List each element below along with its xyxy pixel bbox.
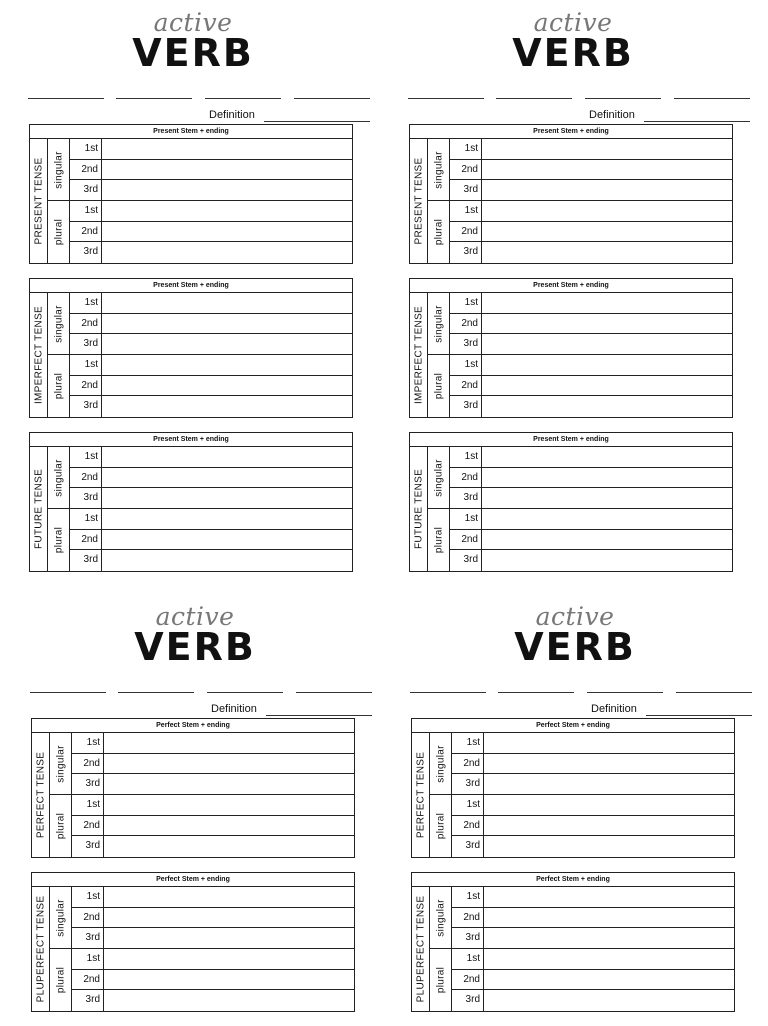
definition-blank[interactable] <box>644 121 750 122</box>
answer-line[interactable] <box>102 509 352 530</box>
answer-line[interactable] <box>482 242 732 263</box>
person-label: 1st <box>70 293 101 314</box>
answer-line[interactable] <box>482 396 732 417</box>
stem-title: Perfect Stem + ending <box>412 873 734 887</box>
header-title: VERB <box>134 625 256 669</box>
plural-label: plural <box>53 218 64 246</box>
conjugation-table <box>29 124 353 264</box>
conjugation-table <box>411 718 735 858</box>
person-label: 2nd <box>450 160 481 181</box>
answer-line[interactable] <box>484 887 734 908</box>
principal-part-blank[interactable] <box>585 98 661 99</box>
singular-label: singular <box>435 744 446 783</box>
answer-line[interactable] <box>484 774 734 795</box>
principal-part-blank[interactable] <box>410 692 486 693</box>
stem-title: Perfect Stem + ending <box>32 873 354 887</box>
person-label: 2nd <box>70 314 101 335</box>
answer-column <box>482 447 732 571</box>
header-script-word: active <box>153 8 233 37</box>
singular-cell <box>48 293 70 355</box>
answer-line[interactable] <box>482 180 732 201</box>
answer-line[interactable] <box>484 970 734 991</box>
answer-column <box>482 139 732 263</box>
answer-line[interactable] <box>102 242 352 263</box>
person-label: 3rd <box>463 554 478 566</box>
answer-line[interactable] <box>104 949 354 970</box>
answer-line[interactable] <box>484 990 734 1011</box>
plural-label: plural <box>53 526 64 554</box>
answer-line[interactable] <box>484 754 734 775</box>
tense-label-cell <box>412 887 430 1011</box>
person-label: 1st <box>450 355 481 376</box>
answer-column <box>104 887 354 1011</box>
conjugation-table <box>29 432 353 572</box>
answer-line[interactable] <box>482 468 732 489</box>
person-label: 1st <box>452 887 483 908</box>
person-label: 3rd <box>70 334 101 355</box>
conjugation-table <box>409 124 733 264</box>
stem-title: Perfect Stem + ending <box>412 719 734 733</box>
definition-row <box>408 104 738 124</box>
person-label: 2nd <box>70 468 101 489</box>
person-label: 2nd <box>450 222 481 243</box>
plural-cell <box>428 509 450 571</box>
person-column <box>450 293 482 417</box>
singular-label: singular <box>53 458 64 497</box>
answer-column <box>102 139 352 263</box>
tense-label: FUTURE TENSE <box>413 468 424 550</box>
answer-line[interactable] <box>484 816 734 837</box>
person-label: 2nd <box>70 160 101 181</box>
answer-line[interactable] <box>104 836 354 857</box>
answer-column <box>484 733 734 857</box>
answer-line[interactable] <box>102 468 352 489</box>
person-label: 3rd <box>70 488 101 509</box>
answer-line[interactable] <box>104 990 354 1011</box>
tense-label: PERFECT TENSE <box>35 751 46 839</box>
answer-column <box>102 447 352 571</box>
stem-title: Present Stem + ending <box>410 433 732 447</box>
person-label: 2nd <box>452 754 483 775</box>
answer-line[interactable] <box>104 908 354 929</box>
answer-line[interactable] <box>482 550 732 571</box>
plural-cell <box>50 949 72 1011</box>
person-label: 3rd <box>452 928 483 949</box>
singular-cell <box>48 139 70 201</box>
person-label: 2nd <box>70 376 101 397</box>
answer-column <box>484 887 734 1011</box>
person-label: 2nd <box>72 754 103 775</box>
person-label: 1st <box>452 733 483 754</box>
person-label: 2nd <box>450 468 481 489</box>
person-label: 1st <box>72 795 103 816</box>
answer-line[interactable] <box>102 222 352 243</box>
person-label: 1st <box>450 201 481 222</box>
principal-part-blank[interactable] <box>294 98 370 99</box>
plural-label: plural <box>435 966 446 994</box>
person-column <box>70 447 102 571</box>
principal-part-blank[interactable] <box>205 98 281 99</box>
singular-cell <box>428 293 450 355</box>
principal-part-blank[interactable] <box>116 98 192 99</box>
singular-label: singular <box>433 304 444 343</box>
answer-line[interactable] <box>102 201 352 222</box>
answer-line[interactable] <box>102 314 352 335</box>
plural-cell <box>428 201 450 263</box>
person-label: 3rd <box>85 840 100 852</box>
person-label: 3rd <box>83 400 98 412</box>
tense-label-cell <box>412 733 430 857</box>
plural-label: plural <box>53 372 64 400</box>
answer-line[interactable] <box>104 774 354 795</box>
person-label: 3rd <box>463 400 478 412</box>
singular-cell <box>428 447 450 509</box>
card-header <box>30 600 360 684</box>
person-label: 3rd <box>85 994 100 1006</box>
answer-line[interactable] <box>482 160 732 181</box>
person-column <box>72 887 104 1011</box>
definition-blank[interactable] <box>264 121 370 122</box>
conjugation-table <box>31 718 355 858</box>
person-label: 3rd <box>452 774 483 795</box>
singular-cell <box>430 733 452 795</box>
definition-blank[interactable] <box>266 715 372 716</box>
singular-cell <box>48 447 70 509</box>
verb-card <box>408 6 738 586</box>
person-label: 3rd <box>450 180 481 201</box>
tense-label: IMPERFECT TENSE <box>413 305 424 405</box>
answer-line[interactable] <box>482 488 732 509</box>
tense-label: PRESENT TENSE <box>33 157 44 245</box>
header-title: VERB <box>512 31 634 75</box>
answer-line[interactable] <box>104 733 354 754</box>
person-column <box>72 733 104 857</box>
person-label: 2nd <box>452 970 483 991</box>
answer-line[interactable] <box>102 160 352 181</box>
answer-line[interactable] <box>104 795 354 816</box>
person-label: 2nd <box>450 314 481 335</box>
person-label: 2nd <box>452 816 483 837</box>
answer-line[interactable] <box>482 139 732 160</box>
answer-line[interactable] <box>104 887 354 908</box>
person-label: 3rd <box>83 554 98 566</box>
person-label: 2nd <box>72 970 103 991</box>
plural-cell <box>428 355 450 417</box>
conjugation-table <box>409 278 733 418</box>
answer-line[interactable] <box>482 376 732 397</box>
person-label: 1st <box>450 293 481 314</box>
plural-cell <box>50 795 72 857</box>
person-label: 2nd <box>72 816 103 837</box>
answer-line[interactable] <box>484 733 734 754</box>
answer-line[interactable] <box>482 447 732 468</box>
plural-label: plural <box>433 526 444 554</box>
person-column <box>452 887 484 1011</box>
stem-title: Present Stem + ending <box>410 125 732 139</box>
person-label: 2nd <box>450 530 481 551</box>
answer-line[interactable] <box>484 836 734 857</box>
answer-line[interactable] <box>482 201 732 222</box>
plural-label: plural <box>435 812 446 840</box>
person-label: 3rd <box>465 994 480 1006</box>
person-column <box>70 293 102 417</box>
tense-label-cell <box>32 733 50 857</box>
definition-row <box>30 698 360 718</box>
person-label: 2nd <box>452 908 483 929</box>
person-column <box>450 139 482 263</box>
principal-part-blank[interactable] <box>498 692 574 693</box>
answer-line[interactable] <box>104 754 354 775</box>
principal-parts-row <box>30 684 360 698</box>
tense-label: PLUPERFECT TENSE <box>35 895 46 1003</box>
tense-label: PLUPERFECT TENSE <box>415 895 426 1003</box>
tense-label-cell <box>30 447 48 571</box>
answer-line[interactable] <box>484 949 734 970</box>
principal-part-blank[interactable] <box>496 98 572 99</box>
person-column <box>452 733 484 857</box>
tense-label: PERFECT TENSE <box>415 751 426 839</box>
stem-title: Present Stem + ending <box>410 279 732 293</box>
definition-label: Definition <box>211 703 257 715</box>
answer-line[interactable] <box>102 139 352 160</box>
person-label: 1st <box>452 949 483 970</box>
plural-cell <box>430 949 452 1011</box>
person-label: 3rd <box>72 928 103 949</box>
singular-cell <box>430 887 452 949</box>
stem-title: Present Stem + ending <box>30 433 352 447</box>
person-label: 2nd <box>70 222 101 243</box>
tense-label: FUTURE TENSE <box>33 468 44 550</box>
card-header <box>408 6 738 90</box>
answer-line[interactable] <box>482 530 732 551</box>
plural-label: plural <box>55 812 66 840</box>
person-column <box>450 447 482 571</box>
principal-part-blank[interactable] <box>676 692 752 693</box>
verb-card <box>28 6 358 586</box>
singular-label: singular <box>53 150 64 189</box>
answer-column <box>482 293 732 417</box>
person-label: 2nd <box>70 530 101 551</box>
plural-cell <box>430 795 452 857</box>
tense-label-cell <box>410 447 428 571</box>
principal-part-blank[interactable] <box>587 692 663 693</box>
person-label: 1st <box>72 887 103 908</box>
definition-label: Definition <box>591 703 637 715</box>
plural-cell <box>48 355 70 417</box>
conjugation-table <box>29 278 353 418</box>
answer-line[interactable] <box>482 293 732 314</box>
header-title: VERB <box>132 31 254 75</box>
answer-line[interactable] <box>484 908 734 929</box>
person-label: 3rd <box>463 246 478 258</box>
principal-part-blank[interactable] <box>118 692 194 693</box>
singular-cell <box>50 887 72 949</box>
principal-part-blank[interactable] <box>28 98 104 99</box>
answer-line[interactable] <box>484 795 734 816</box>
verb-card <box>410 600 740 1026</box>
definition-label: Definition <box>209 109 255 121</box>
answer-line[interactable] <box>482 314 732 335</box>
tense-label-cell <box>30 293 48 417</box>
person-label: 2nd <box>450 376 481 397</box>
singular-label: singular <box>53 304 64 343</box>
answer-line[interactable] <box>482 222 732 243</box>
answer-line[interactable] <box>102 355 352 376</box>
answer-line[interactable] <box>104 970 354 991</box>
person-label: 3rd <box>72 774 103 795</box>
answer-line[interactable] <box>102 550 352 571</box>
header-script-word: active <box>535 602 615 631</box>
tense-label: PRESENT TENSE <box>413 157 424 245</box>
verb-card <box>30 600 360 1026</box>
singular-label: singular <box>435 898 446 937</box>
principal-part-blank[interactable] <box>30 692 106 693</box>
card-header <box>28 6 358 90</box>
answer-line[interactable] <box>102 334 352 355</box>
principal-part-blank[interactable] <box>296 692 372 693</box>
answer-line[interactable] <box>102 376 352 397</box>
answer-line[interactable] <box>102 180 352 201</box>
singular-cell <box>50 733 72 795</box>
answer-line[interactable] <box>104 928 354 949</box>
definition-row <box>410 698 740 718</box>
plural-cell <box>48 509 70 571</box>
stem-title: Perfect Stem + ending <box>32 719 354 733</box>
person-label: 1st <box>450 447 481 468</box>
person-label: 3rd <box>450 334 481 355</box>
answer-line[interactable] <box>104 816 354 837</box>
tense-label-cell <box>32 887 50 1011</box>
principal-parts-row <box>410 684 740 698</box>
person-label: 3rd <box>450 488 481 509</box>
person-label: 1st <box>70 509 101 530</box>
answer-line[interactable] <box>102 530 352 551</box>
tense-label-cell <box>410 139 428 263</box>
answer-line[interactable] <box>102 396 352 417</box>
singular-cell <box>428 139 450 201</box>
person-label: 2nd <box>72 908 103 929</box>
singular-label: singular <box>55 898 66 937</box>
person-label: 1st <box>70 201 101 222</box>
answer-line[interactable] <box>102 447 352 468</box>
conjugation-table <box>409 432 733 572</box>
tense-label-cell <box>410 293 428 417</box>
person-column <box>70 139 102 263</box>
definition-row <box>28 104 358 124</box>
answer-line[interactable] <box>484 928 734 949</box>
person-label: 1st <box>450 139 481 160</box>
definition-label: Definition <box>589 109 635 121</box>
person-label: 1st <box>72 949 103 970</box>
conjugation-table <box>31 872 355 1012</box>
answer-column <box>104 733 354 857</box>
singular-label: singular <box>433 150 444 189</box>
person-label: 1st <box>70 447 101 468</box>
principal-parts-row <box>408 90 738 104</box>
plural-cell <box>48 201 70 263</box>
card-header <box>410 600 740 684</box>
header-title: VERB <box>514 625 636 669</box>
plural-label: plural <box>433 372 444 400</box>
person-label: 3rd <box>70 180 101 201</box>
conjugation-table <box>411 872 735 1012</box>
person-label: 3rd <box>465 840 480 852</box>
stem-title: Present Stem + ending <box>30 125 352 139</box>
singular-label: singular <box>433 458 444 497</box>
answer-line[interactable] <box>102 488 352 509</box>
principal-parts-row <box>28 90 358 104</box>
singular-label: singular <box>55 744 66 783</box>
header-script-word: active <box>155 602 235 631</box>
person-label: 1st <box>70 139 101 160</box>
principal-part-blank[interactable] <box>207 692 283 693</box>
stem-title: Present Stem + ending <box>30 279 352 293</box>
person-label: 1st <box>452 795 483 816</box>
person-label: 1st <box>450 509 481 530</box>
header-script-word: active <box>533 8 613 37</box>
answer-line[interactable] <box>102 293 352 314</box>
person-label: 1st <box>70 355 101 376</box>
plural-label: plural <box>55 966 66 994</box>
principal-part-blank[interactable] <box>408 98 484 99</box>
person-label: 1st <box>72 733 103 754</box>
answer-line[interactable] <box>482 509 732 530</box>
answer-line[interactable] <box>482 334 732 355</box>
principal-part-blank[interactable] <box>674 98 750 99</box>
tense-label: IMPERFECT TENSE <box>33 305 44 405</box>
plural-label: plural <box>433 218 444 246</box>
tense-label-cell <box>30 139 48 263</box>
person-label: 3rd <box>83 246 98 258</box>
answer-line[interactable] <box>482 355 732 376</box>
definition-blank[interactable] <box>646 715 752 716</box>
answer-column <box>102 293 352 417</box>
